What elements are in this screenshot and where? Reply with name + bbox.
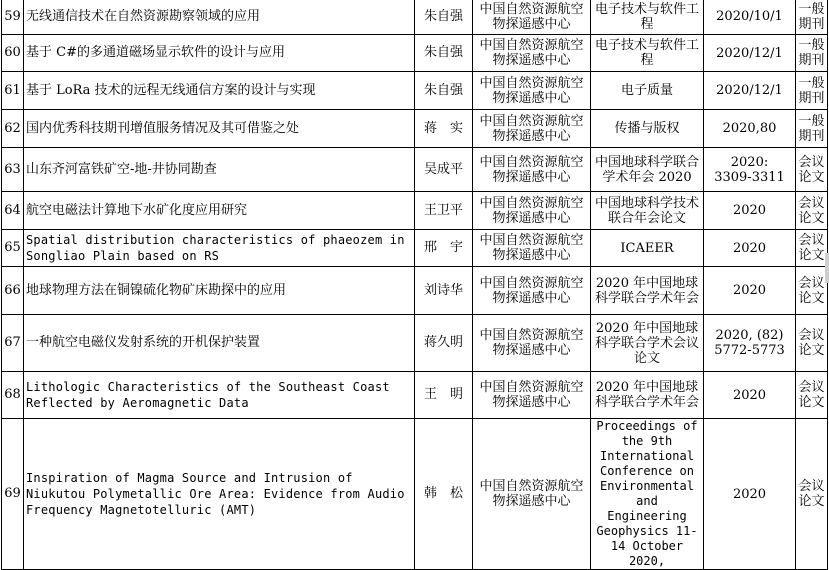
- organization: 中国自然资源航空物探遥感中心: [473, 72, 591, 110]
- venue-name: Proceedings of the 9th International Conference on Environmental and Engineering Geophysics 11-14 October 2020,: [591, 419, 704, 570]
- venue-name: 电子质量: [591, 72, 704, 110]
- table-row: [2, 72, 828, 110]
- organization: 中国自然资源航空物探遥感中心: [473, 192, 591, 230]
- publication-table: [1, 0, 828, 570]
- venue-name: 2020 年中国地球科学联合学术年会: [591, 267, 704, 315]
- table-row: [2, 0, 828, 35]
- author-name: 邢 宇: [415, 230, 473, 267]
- publication-type: 会议论文: [796, 148, 828, 192]
- publication-type: 会议论文: [796, 192, 828, 230]
- venue-name: 电子技术与软件工程: [591, 35, 704, 72]
- paper-title: 山东齐河富铁矿空-地-井协同勘查: [24, 148, 415, 192]
- paper-title: 航空电磁法计算地下水矿化度应用研究: [24, 192, 415, 230]
- publish-date: 2020: [704, 372, 796, 419]
- publish-date: 2020: [704, 230, 796, 267]
- paper-title: 基于 C#的多通道磁场显示软件的设计与应用: [24, 35, 415, 72]
- organization: 中国自然资源航空物探遥感中心: [473, 110, 591, 148]
- venue-name: 中国地球科学技术联合年会论文: [591, 192, 704, 230]
- publish-date: 2020: [704, 267, 796, 315]
- publish-date: 2020, (82) 5772-5773: [704, 315, 796, 372]
- publication-type: 会议论文: [796, 267, 828, 315]
- table-row: [2, 192, 828, 230]
- row-number: 68: [2, 372, 24, 419]
- table-row: [2, 267, 828, 315]
- table-row: [2, 35, 828, 72]
- venue-name: 中国地球科学联合学术年会 2020: [591, 148, 704, 192]
- venue-name: 2020 年中国地球科学联合学术年会: [591, 372, 704, 419]
- author-name: 朱自强: [415, 35, 473, 72]
- publication-type: 一般期刊: [796, 72, 828, 110]
- organization: 中国自然资源航空物探遥感中心: [473, 315, 591, 372]
- row-number: 60: [2, 35, 24, 72]
- organization: 中国自然资源航空物探遥感中心: [473, 148, 591, 192]
- author-name: 蒋久明: [415, 315, 473, 372]
- table-row: [2, 148, 828, 192]
- paper-title: Spatial distribution characteristics of phaeozem in Songliao Plain based on RS: [24, 230, 415, 267]
- paper-title: 无线通信技术在自然资源勘察领域的应用: [24, 0, 415, 35]
- table-row: [2, 230, 828, 267]
- author-name: 吴成平: [415, 148, 473, 192]
- author-name: 王卫平: [415, 192, 473, 230]
- author-name: 韩 松: [415, 419, 473, 570]
- paper-title: 地球物理方法在铜镍硫化物矿床勘探中的应用: [24, 267, 415, 315]
- paper-title: 基于 LoRa 技术的远程无线通信方案的设计与实现: [24, 72, 415, 110]
- paper-title: Lithologic Characteristics of the Southeast Coast Reflected by Aeromagnetic Data: [24, 372, 415, 419]
- author-name: 朱自强: [415, 72, 473, 110]
- venue-name: 传播与版权: [591, 110, 704, 148]
- publish-date: 2020/12/1: [704, 35, 796, 72]
- organization: 中国自然资源航空物探遥感中心: [473, 419, 591, 570]
- paper-title: 一种航空电磁仪发射系统的开机保护装置: [24, 315, 415, 372]
- table-row: [2, 372, 828, 419]
- row-number: 66: [2, 267, 24, 315]
- publication-type: 一般期刊: [796, 0, 828, 35]
- publish-date: 2020,80: [704, 110, 796, 148]
- publish-date: 2020/10/1: [704, 0, 796, 35]
- row-number: 61: [2, 72, 24, 110]
- organization: 中国自然资源航空物探遥感中心: [473, 230, 591, 267]
- table-body: [2, 0, 828, 570]
- row-number: 65: [2, 230, 24, 267]
- author-name: 王 明: [415, 372, 473, 419]
- row-number: 63: [2, 148, 24, 192]
- row-number: 64: [2, 192, 24, 230]
- publish-date: 2020: [704, 192, 796, 230]
- author-name: 刘诗华: [415, 267, 473, 315]
- table-row: [2, 110, 828, 148]
- author-name: 蒋 实: [415, 110, 473, 148]
- organization: 中国自然资源航空物探遥感中心: [473, 372, 591, 419]
- organization: 中国自然资源航空物探遥感中心: [473, 267, 591, 315]
- publication-type: 会议论文: [796, 419, 828, 570]
- table-row: [2, 419, 828, 570]
- venue-name: ICAEER: [591, 230, 704, 267]
- publish-date: 2020/12/1: [704, 72, 796, 110]
- venue-name: 2020 年中国地球科学联合学术会议论文: [591, 315, 704, 372]
- publication-type: 一般期刊: [796, 110, 828, 148]
- row-number: 69: [2, 419, 24, 570]
- publication-type: 一般期刊: [796, 35, 828, 72]
- publish-date: 2020: [704, 419, 796, 570]
- organization: 中国自然资源航空物探遥感中心: [473, 0, 591, 35]
- venue-name: 电子技术与软件工程: [591, 0, 704, 35]
- paper-title: 国内优秀科技期刊增值服务情况及其可借鉴之处: [24, 110, 415, 148]
- row-number: 59: [2, 0, 24, 35]
- table-row: [2, 315, 828, 372]
- row-number: 62: [2, 110, 24, 148]
- scrollbar-thumb[interactable]: [825, 253, 829, 283]
- publication-type: 会议论文: [796, 315, 828, 372]
- publication-type: 会议论文: [796, 230, 828, 267]
- publish-date: 2020: 3309-3311: [704, 148, 796, 192]
- paper-title: Inspiration of Magma Source and Intrusion of Niukutou Polymetallic Ore Area: Evidence from Audio Frequency Magnetotelluric (AMT): [24, 419, 415, 570]
- publication-type: 会议论文: [796, 372, 828, 419]
- author-name: 朱自强: [415, 0, 473, 35]
- organization: 中国自然资源航空物探遥感中心: [473, 35, 591, 72]
- row-number: 67: [2, 315, 24, 372]
